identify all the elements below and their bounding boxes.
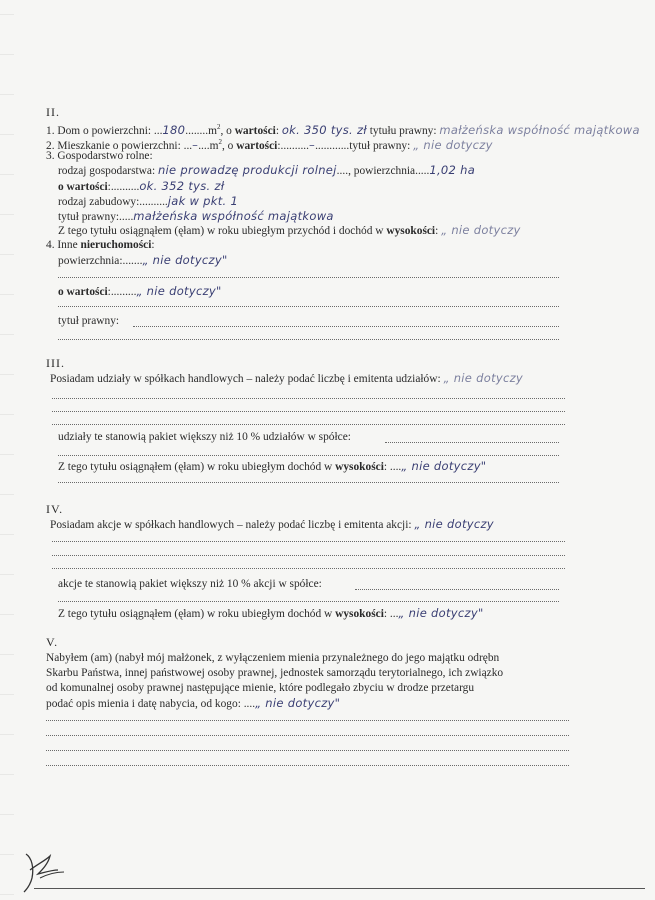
- farm-income-row: Z tego tytułu osiągnąłem (ęłam) w roku ubiegłym przychód i dochód w wysokości: „ nie dotyczy: [58, 224, 521, 237]
- acquired-value: „ nie dotyczy": [255, 697, 341, 710]
- farm-heading: 3. Gospodarstwo rolne:: [46, 150, 153, 162]
- shares-packet-row: udziały te stanowią pakiet większy niż 10 % udziałów w spółce:: [58, 431, 351, 443]
- stocks-income-value: „ nie dotyczy": [398, 607, 484, 620]
- section-ii-heading: II.: [46, 106, 60, 119]
- dotted-line: [58, 339, 559, 341]
- farm-buildings-value: jak w pkt. 1: [167, 195, 239, 208]
- dotted-line: [58, 277, 559, 279]
- other-value-row: o wartości:.........„ nie dotyczy": [58, 285, 222, 298]
- farm-title-row: tytuł prawny:.....małżeńska współność majątkowa: [58, 210, 334, 223]
- dotted-line: [355, 589, 559, 591]
- dotted-line: [52, 555, 565, 557]
- shares-row: Posiadam udziały w spółkach handlowych – należy podać liczbę i emitenta udziałów: „ nie dotyczy: [50, 372, 524, 385]
- other-title-row: tytuł prawny:: [58, 315, 120, 327]
- section-v-heading: V.: [46, 636, 59, 649]
- house-area-value: 180: [162, 122, 186, 137]
- dotted-line: [52, 568, 565, 570]
- stocks-value: „ nie dotyczy: [414, 518, 494, 531]
- acquired-row: podać opis mienia i datę nabycia, od kogo: ....„ nie dotyczy": [46, 697, 341, 710]
- flat-title-value: „ nie dotyczy: [413, 137, 493, 152]
- dotted-line: [46, 720, 569, 722]
- farm-type-value: nie prowadzę produkcji rolnej: [157, 164, 337, 177]
- house-row: 1. Dom o powierzchni: $...180........m^2$, o wartości: ok. 350 tys. zł tytułu prawny: małżeńska współność majątkowa: [46, 122, 640, 137]
- stocks-packet-row: akcje te stanowią pakiet większy niż 10 % akcji w spółce:: [58, 578, 322, 590]
- dotted-line: [52, 398, 565, 400]
- dotted-line: [385, 442, 559, 444]
- house-title-value: małżeńska współność majątkowa: [439, 122, 640, 137]
- dotted-line: [52, 424, 565, 426]
- dotted-line: [46, 750, 569, 752]
- dotted-line: [52, 541, 565, 543]
- other-area-value: „ nie dotyczy": [142, 254, 228, 267]
- farm-income-value: „ nie dotyczy: [441, 224, 521, 237]
- dotted-line: [133, 326, 559, 328]
- section-iii-heading: III.: [46, 357, 65, 370]
- flat-row: 2. Mieszkanie o powierzchni: $...-....m^2$, o wartości:..........–............tytuł prawny: „ nie dotyczy: [46, 137, 493, 152]
- shares-value: „ nie dotyczy: [443, 372, 524, 385]
- farm-value: ok. 352 tys. zł: [139, 180, 225, 193]
- dotted-line: [58, 482, 559, 484]
- section-iv-heading: IV.: [46, 503, 64, 516]
- other-property-heading: 4. Inne nieruchomości:: [46, 239, 155, 251]
- dotted-line: [58, 455, 559, 457]
- farm-buildings-row: rodzaj zabudowy:..........jak w pkt. 1: [58, 195, 239, 208]
- scan-margin: [0, 0, 14, 900]
- other-area-row: powierzchnia:.......„ nie dotyczy": [58, 254, 228, 267]
- dotted-line: [46, 765, 569, 767]
- shares-income-value: „ nie dotyczy": [401, 460, 487, 473]
- shares-income-row: Z tego tytułu osiągnąłem (ęłam) w roku ubiegłym dochód w wysokości: ....„ nie dotyczy": [58, 460, 487, 473]
- bottom-rule: [34, 888, 645, 889]
- dotted-line: [46, 735, 569, 737]
- acquired-text-3: od komunalnej osoby prawnej następujące mienie, które podlegało zbyciu w drodze przetargu: [46, 682, 475, 694]
- house-value: ok. 350 tys. zł: [281, 122, 367, 137]
- dotted-line: [58, 306, 559, 308]
- other-value: „ nie dotyczy": [136, 285, 222, 298]
- dotted-line: [52, 411, 565, 413]
- acquired-text-2: Skarbu Państwa, innej państwowej osoby prawnej, jednostek samorządu terytorialnego, ich związko: [46, 667, 504, 679]
- farm-type-row: rodzaj gospodarstwa: nie prowadzę produkcji rolnej...., powierzchnia.....1,02 ha: [58, 164, 476, 177]
- stocks-row: Posiadam akcje w spółkach handlowych – należy podać liczbę i emitenta akcji: „ nie dotyczy: [50, 518, 494, 531]
- farm-value-row: o wartości:..........ok. 352 tys. zł: [58, 180, 225, 193]
- acquired-text-1: Nabyłem (am) (nabył mój małżonek, z wyłączeniem mienia przynależnego do jego majątku odrębn: [46, 652, 500, 664]
- dotted-line: [58, 601, 559, 603]
- farm-area-value: 1,02 ha: [429, 164, 476, 177]
- farm-title-value: małżeńska współność majątkowa: [133, 210, 334, 223]
- stocks-income-row: Z tego tytułu osiągnąłem (ęłam) w roku ubiegłym dochód w wysokości: ...„ nie dotyczy": [58, 607, 484, 620]
